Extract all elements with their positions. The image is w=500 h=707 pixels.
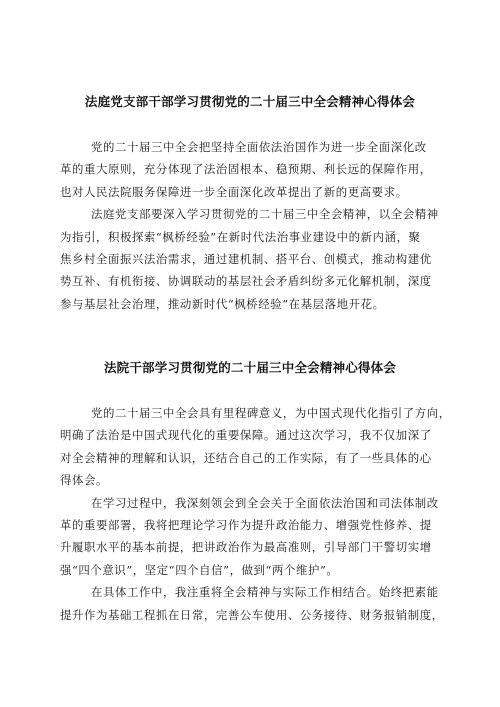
text-line: 为指引，积极探索“枫桥经验”在新时代法治事业建设中的新内涵，聚 [60, 229, 421, 244]
text-line: 得体会。 [60, 473, 108, 488]
text-line: 焦乡村全面振兴法治需求，通过建机制、搭平台、创模式，推动构建优 [60, 252, 432, 267]
section-1-paragraph-2 [0, 203, 462, 315]
text-line: 也对人民法院服务保障进一步全面深化改革提出了新的更高要求。 [60, 184, 408, 199]
section-1-paragraph-1 [0, 136, 462, 203]
section-1-title: 法庭党支部干部学习贯彻党的二十届三中全会精神心得体会 [84, 94, 416, 109]
text-line: 对全会精神的理解和认识，还结合自己的工作实际，有了一些具体的心 [60, 450, 432, 465]
text-line: 势互补、有机衔接、协调联动的基层社会矛盾纠纷多元化解机制，深度 [60, 274, 432, 289]
text-line: 明确了法治是中国式现代化的重要保障。通过这次学习，我不仅加深了 [60, 428, 432, 443]
section-2 [0, 358, 500, 626]
section-2-paragraph-3 [0, 581, 462, 626]
text-line: 提升作为基础工程抓在日常，完善公车使用、公务接待、财务报销制度， [60, 607, 444, 622]
text-line: 强“四个意识”，坚定“四个自信”，做到“两个维护”。 [60, 562, 339, 577]
section-1 [0, 92, 500, 315]
section-2-paragraph-1 [0, 402, 462, 492]
section-2-paragraph-2 [0, 492, 462, 582]
text-line: 党的二十届三中全会具有里程碑意义，为中国式现代化指引了方向， [91, 406, 451, 420]
text-line: 在学习过程中，我深刻领会到全会关于全面依法治国和司法体制改 [91, 495, 439, 510]
text-line: 升履职水平的基本前提，把讲政治作为最高准则，引导部门干警切实增 [60, 540, 432, 555]
text-line: 革的重大原则，充分体现了法治固根本、稳预期、利长远的保障作用， [60, 162, 432, 177]
text-line: 在具体工作中，我注重将全会精神与实际工作相结合。始终把素能 [91, 585, 439, 600]
text-line: 革的重要部署，我将把理论学习作为提升政治能力、增强党性修养、提 [60, 518, 432, 533]
section-2-title: 法院干部学习贯彻党的二十届三中全会精神心得体会 [103, 360, 397, 375]
text-line: 参与基层社会治理，推动新时代“枫桥经验”在基层落地开花。 [60, 296, 385, 311]
text-line: 法庭党支部要深入学习贯彻党的二十届三中全会精神，以全会精神 [91, 207, 439, 222]
text-line: 党的二十届三中全会把坚持全面依法治国作为进一步全面深化改 [91, 140, 427, 154]
